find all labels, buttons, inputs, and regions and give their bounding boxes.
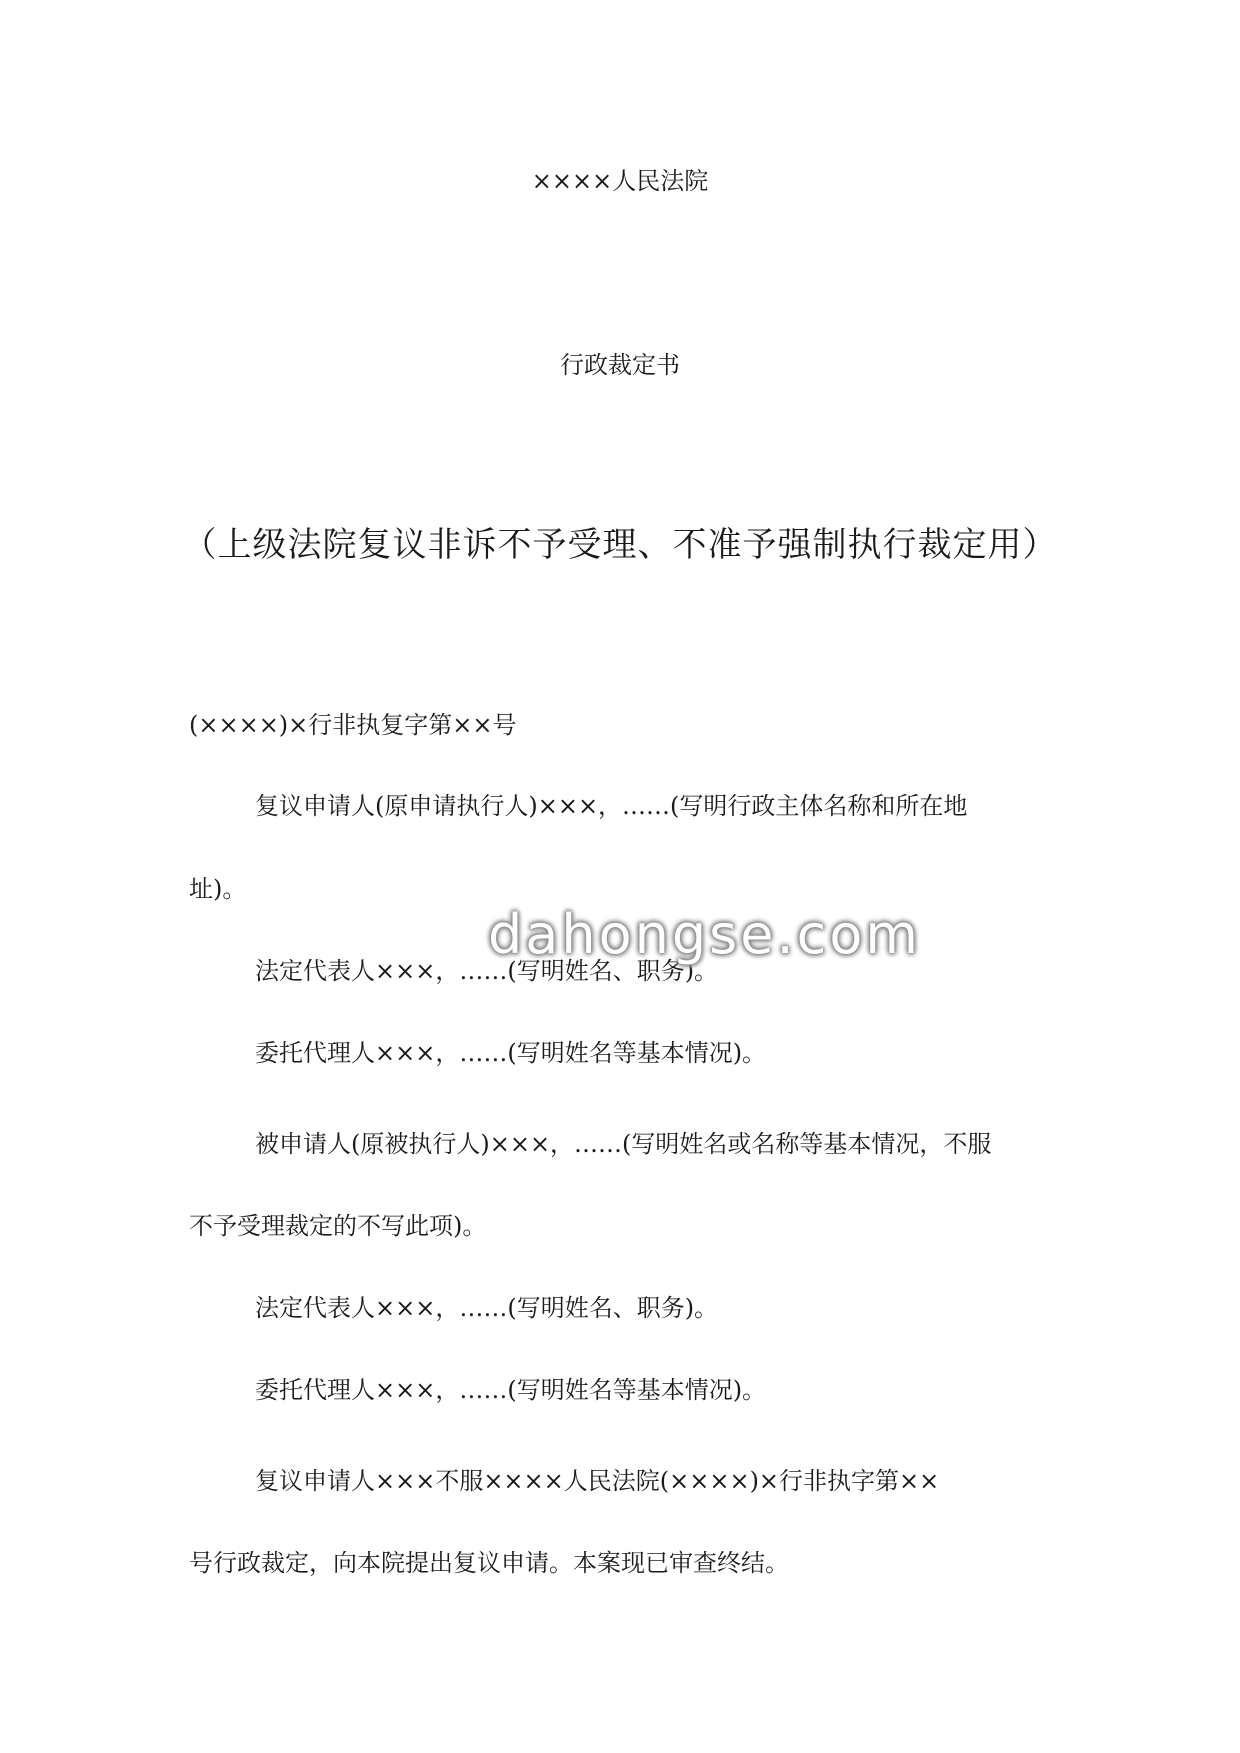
paragraph-applicant-line1: 复议申请人(原申请执行人)×××，……(写明行政主体名称和所在地 — [255, 792, 968, 820]
paragraph-respondent-line1: 被申请人(原被执行人)×××，……(写明姓名或名称等基本情况，不服 — [255, 1130, 992, 1158]
paragraph-review-line1: 复议申请人×××不服××××人民法院(××××)×行非执字第×× — [255, 1467, 940, 1495]
court-name: ××××人民法院 — [531, 167, 709, 195]
document-subtitle: （上级法院复议非诉不予受理、不准予强制执行裁定用） — [182, 525, 1058, 565]
paragraph-applicant-legal-rep: 法定代表人×××，……(写明姓名、职务)。 — [255, 957, 719, 985]
document-type: 行政裁定书 — [560, 351, 680, 379]
paragraph-review-line2: 号行政裁定，向本院提出复议申请。本案现已审查终结。 — [189, 1549, 789, 1577]
paragraph-respondent-legal-rep: 法定代表人×××，……(写明姓名、职务)。 — [255, 1294, 719, 1322]
case-number: (××××)×行非执复字第××号 — [189, 711, 517, 739]
paragraph-respondent-agent: 委托代理人×××，……(写明姓名等基本情况)。 — [255, 1376, 767, 1404]
paragraph-applicant-agent: 委托代理人×××，……(写明姓名等基本情况)。 — [255, 1039, 767, 1067]
paragraph-applicant-line2: 址)。 — [189, 875, 247, 903]
paragraph-respondent-line2: 不予受理裁定的不写此项)。 — [189, 1212, 487, 1240]
watermark-text: dahongse.com — [488, 903, 921, 966]
